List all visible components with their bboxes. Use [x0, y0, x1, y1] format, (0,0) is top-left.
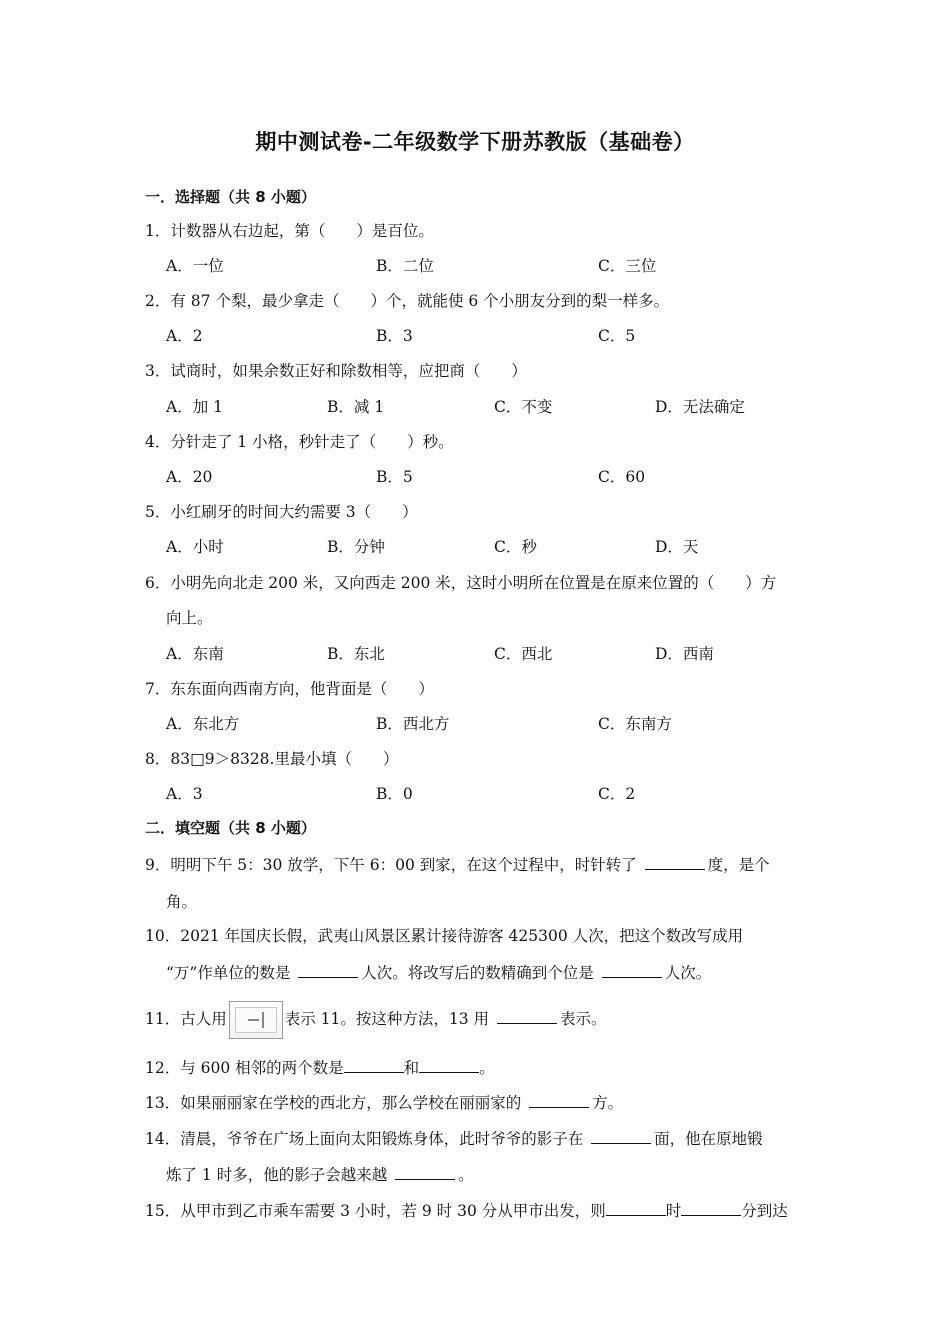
question-7: 7．东东面向西南方向，他背面是（ ）	[145, 680, 434, 698]
q13-blank[interactable]	[529, 1106, 589, 1108]
question-9	[145, 853, 770, 875]
question-15	[145, 1199, 788, 1221]
q4-option-b[interactable]: B．5	[376, 468, 413, 486]
q2-option-b[interactable]: B．3	[376, 327, 413, 345]
q10-text-2: 人次。将改写后的数精确到个位是	[361, 964, 599, 982]
question-14-continued	[166, 1163, 474, 1185]
q3-option-a[interactable]: A．加 1	[166, 398, 223, 416]
q7-option-c[interactable]: C．东南方	[598, 715, 672, 733]
question-5: 5．小红刷牙的时间大约需要 3（ ）	[145, 503, 418, 521]
q10-blank-1[interactable]	[298, 976, 358, 978]
question-11	[145, 1001, 606, 1039]
question-6: 6．小明先向北走 200 米，又向西走 200 米，这时小明所在位置是在原来位置的（ ）方	[145, 574, 777, 592]
question-3: 3．试商时，如果余数正好和除数相等，应把商（ ）	[145, 362, 527, 380]
q4-option-c[interactable]: C．60	[598, 468, 646, 486]
q8-option-b[interactable]: B．0	[376, 785, 413, 803]
q3-option-d[interactable]: D．无法确定	[655, 398, 745, 416]
question-13	[145, 1091, 623, 1113]
q13-text-1: 13．如果丽丽家在学校的西北方，那么学校在丽丽家的	[145, 1094, 527, 1112]
q12-text-1: 12．与 600 相邻的两个数是	[145, 1059, 344, 1077]
question-14	[145, 1127, 763, 1149]
q10-text-1: “万”作单位的数是	[166, 964, 296, 982]
q1-option-a[interactable]: A．一位	[166, 257, 224, 275]
q8-option-c[interactable]: C．2	[598, 785, 636, 803]
q14-blank-1[interactable]	[591, 1142, 651, 1144]
q4-option-a[interactable]: A．20	[166, 468, 213, 486]
q14-text-4: 。	[458, 1166, 474, 1184]
question-4: 4．分针走了 1 小格，秒针走了（ ）秒。	[145, 433, 454, 451]
q3-option-c[interactable]: C．不变	[494, 398, 553, 416]
q15-text-1: 15．从甲市到乙市乘车需要 3 小时，若 9 时 30 分从甲市出发，则	[145, 1202, 606, 1220]
q2-option-c[interactable]: C．5	[598, 327, 636, 345]
q6-option-a[interactable]: A．东南	[166, 645, 224, 663]
q8-option-a[interactable]: A．3	[166, 785, 203, 803]
question-8: 8．83□9＞8328.里最小填（ ）	[145, 750, 399, 768]
question-10: 10．2021 年国庆长假，武夷山风景区累计接待游客 425300 人次，把这个数改写成用	[145, 927, 744, 945]
q10-blank-2[interactable]	[602, 976, 662, 978]
q11-text-1: 11．古人用	[145, 1010, 227, 1028]
q10-text-3: 人次。	[664, 964, 712, 982]
q11-text-3: 表示。	[559, 1010, 607, 1028]
q14-text-1: 14．清晨，爷爷在广场上面向太阳锻炼身体，此时爷爷的影子在	[145, 1130, 589, 1148]
q6-option-d[interactable]: D．西南	[655, 645, 714, 663]
q13-text-2: 方。	[592, 1094, 624, 1112]
page-title: 期中测试卷-二年级数学下册苏教版（基础卷）	[255, 130, 695, 154]
question-6-continued: 向上。	[166, 609, 213, 627]
q12-text-2: 和	[403, 1059, 420, 1077]
section-heading-fill: 二．填空题（共 8 小题）	[145, 819, 316, 837]
q12-blank-1[interactable]	[344, 1071, 404, 1073]
question-9-text-end: 度，是个	[707, 856, 770, 874]
q12-text-3: 。	[479, 1059, 495, 1077]
q15-text-2: 时	[665, 1202, 682, 1220]
q5-option-d[interactable]: D．天	[655, 538, 699, 556]
question-12	[145, 1056, 495, 1078]
question-10-continued	[166, 961, 711, 983]
question-1: 1．计数器从右边起，第（ ）是百位。	[145, 222, 434, 240]
q9-blank[interactable]	[645, 868, 705, 870]
section-heading-choice: 一．选择题（共 8 小题）	[145, 188, 316, 206]
q7-option-a[interactable]: A．东北方	[166, 715, 240, 733]
q1-option-b[interactable]: B．二位	[376, 257, 434, 275]
q14-blank-2[interactable]	[395, 1178, 455, 1180]
q3-option-b[interactable]: B．减 1	[327, 398, 385, 416]
q12-blank-2[interactable]	[419, 1071, 479, 1073]
q11-blank[interactable]	[497, 1022, 557, 1024]
q7-option-b[interactable]: B．西北方	[376, 715, 450, 733]
q6-option-c[interactable]: C．西北	[494, 645, 553, 663]
q5-option-a[interactable]: A．小时	[166, 538, 224, 556]
question-9-text: 9．明明下午 5：30 放学，下午 6：00 到家，在这个过程中，时针转了	[145, 856, 642, 874]
q5-option-b[interactable]: B．分钟	[327, 538, 385, 556]
q15-blank-1[interactable]	[606, 1214, 666, 1216]
question-9-continued: 角。	[166, 893, 198, 911]
q15-blank-2[interactable]	[681, 1214, 741, 1216]
rod-numeral-image	[229, 1001, 283, 1039]
q11-text-2: 表示 11。按这种方法，13 用	[284, 1010, 494, 1028]
q14-text-2: 面，他在原地锻	[654, 1130, 763, 1148]
q15-text-3: 分到达	[741, 1202, 788, 1220]
question-2: 2．有 87 个梨，最少拿走（ ）个，就能使 6 个小朋友分到的梨一样多。	[145, 292, 670, 310]
q5-option-c[interactable]: C．秒	[494, 538, 537, 556]
q1-option-c[interactable]: C．三位	[598, 257, 657, 275]
q2-option-a[interactable]: A．2	[166, 327, 203, 345]
q6-option-b[interactable]: B．东北	[327, 645, 385, 663]
q14-text-3: 炼了 1 时多，他的影子会越来越	[166, 1166, 393, 1184]
